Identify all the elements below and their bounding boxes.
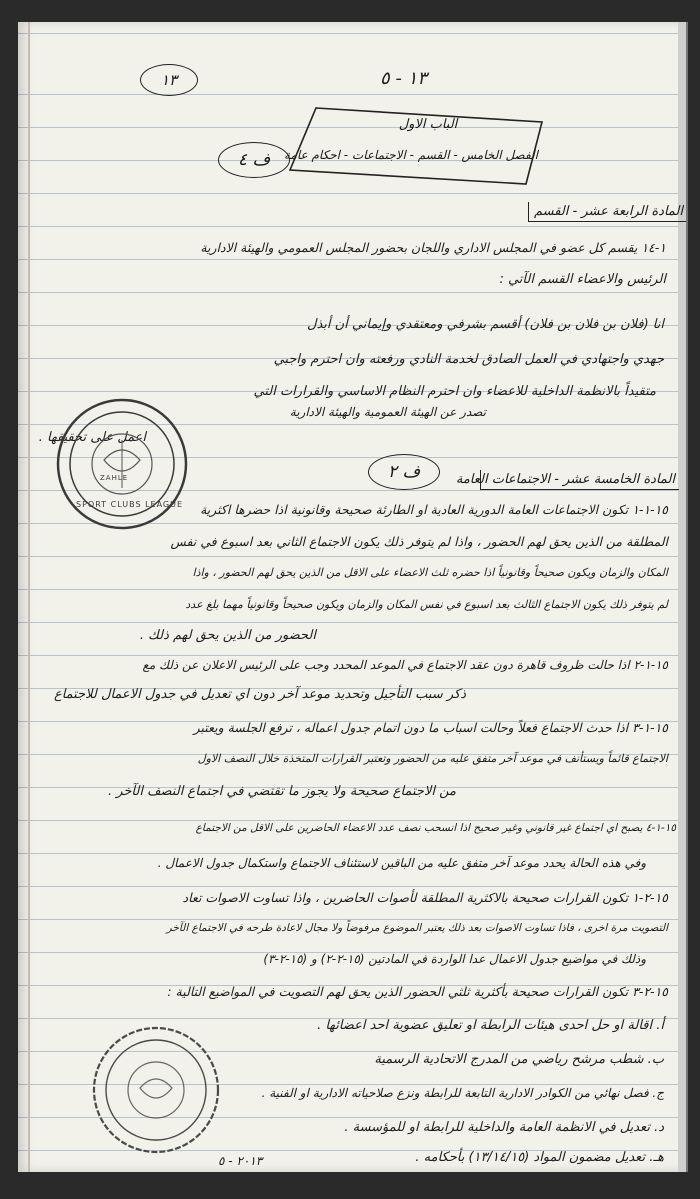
text-line: تصدر عن الهيئة العمومية والهيئة الادارية: [289, 405, 486, 419]
chapter-subtitle: الفصل الخامس - القسم - الاجتماعات - احكام عامة: [284, 148, 538, 162]
stamp-place: ZAHLE: [100, 474, 129, 482]
text-line: الرئيس والاعضاء القسم الآتي :: [499, 272, 666, 287]
text-line: لم يتوفر ذلك يكون الاجتماع الثالث بعد اسبوع في نفس المكان والزمان ويكون صحيحاً وقانونياً مهما بلغ عدد: [185, 598, 668, 611]
text-line: ١٥-٢-٣ تكون القرارات صحيحة بأكثرية ثلثي الحضور الذين يحق لهم التصويت في المواضيع التالية :: [167, 984, 668, 999]
text-line: د. تعديل في الانظمة العامة والداخلية للرابطة او للمؤسسة .: [344, 1120, 664, 1135]
text-line: انا (فلان بن فلان بن فلان) أقسم بشرفي ومعتقدي وإيماني أن أبذل: [307, 317, 664, 332]
text-line: أ. اقالة او حل احدى هيئات الرابطة او تعليق عضوية احد اعضائها .: [317, 1018, 664, 1033]
text-line: الاجتماع قائماً ويستأنف في موعد آخر متفق عليه من الحضور وتعتبر القرارات المتخذة خلال النصف الاول: [197, 752, 668, 765]
text-line: الحضور من الذين يحق لهم ذلك .: [139, 628, 316, 643]
chapter-title: الباب الاول: [398, 117, 458, 132]
text-line: ذكر سبب التأجيل وتحديد موعد آخر دون اي تعديل في جدول الاعمال للاجتماع: [53, 687, 466, 702]
margin-line: [28, 22, 30, 1172]
text-line: وذلك في مواضيع جدول الاعمال عدا الواردة في المادتين (١٥-٢-٢) و (١٥-٢-٣): [263, 952, 646, 966]
text-line: متقيداً بالانظمة الداخلية للاعضاء وان احترم النظام الاساسي والقرارات التي: [253, 384, 656, 399]
page-number-center: ١٣ - ٥: [380, 68, 427, 89]
text-line: ١٥-١-١ تكون الاجتماعات العامة الدورية العادية او الطارئة صحيحة وقانونية اذا حضرها اكثرية: [200, 502, 668, 517]
official-stamp-bottom: [86, 1020, 226, 1160]
text-line: ج. فصل نهائي من الكوادر الادارية التابعة للرابطة ونزع صلاحياته الادارية او الفنية .: [261, 1086, 664, 1100]
text-line: ١٥-١-٢ اذا حالت ظروف قاهرة دون عقد الاجتماع في الموعد المحدد وجب على الرئيس الاعلان عن ذلك مع: [142, 658, 668, 672]
text-line: وفي هذه الحالة يحدد موعد آخر متفق عليه من الباقين لاستئناف الاجتماع واستكمال جدول الاعمال .: [157, 856, 646, 870]
text-line: التصويت مرة اخرى ، فاذا تساوت الاصوات بعد ذلك يعتبر الموضوع مرفوضاً ولا مجال لاعادة طرحه في الاجتماع الآخر: [166, 922, 668, 934]
text-line: ١٥-١-٤ يصبح اي اجتماع غير قانوني وغير صحيح اذا انسحب نصف عدد الاعضاء الحاضرين على الاقل من الاجتماع: [195, 822, 676, 834]
text-line: ١٥-٢-١ تكون القرارات صحيحة بالاكثرية المطلقة لأصوات الحاضرين ، واذا تساوت الاصوات تعاد: [182, 890, 668, 905]
text-line: ب. شطب مرشح رياضي من المدرج الاتحادية الرسمية: [374, 1052, 664, 1067]
text-line: ١-١٤ يقسم كل عضو في المجلس الاداري واللجان بحضور المجلس العمومي والهيئة الادارية: [200, 240, 666, 255]
document-page: [18, 22, 688, 1172]
text-line: جهدي واجتهادي في العمل الصادق لخدمة النادي ورفعته وان احترم واجبي: [273, 352, 664, 367]
official-stamp-top: [52, 394, 192, 534]
text-line: المطلقة من الذين يحق لهم الحضور ، واذا لم يتوفر ذلك يكون الاجتماع الثاني بعد اسبوع في نفس: [170, 534, 668, 549]
text-line: المكان والزمان ويكون صحيحاً وقانونياً اذا حضره ثلث الاعضاء على الاقل من الذين يحق لهم الحضور ، واذا: [192, 566, 668, 579]
section-marker-oval: ف ٤: [218, 142, 290, 178]
text-line: اعمل على تحقيقها .: [38, 430, 146, 445]
section-heading: المادة الخامسة عشر - الاجتماعات العامة: [480, 470, 679, 490]
page-edge: [678, 22, 686, 1172]
page-number-left: ١٣: [140, 64, 198, 96]
stamp-text: SPORT CLUBS LEAGUE: [76, 500, 184, 509]
text-line: هـ. تعديل مضمون المواد (١٣/١٤/١٥) بأحكامه .: [415, 1150, 664, 1165]
section-heading: المادة الرابعة عشر - القسم: [528, 202, 687, 222]
signature-date: ٢٠١٣ - ٥: [218, 1154, 263, 1168]
text-line: من الاجتماع صحيحة ولا يجوز ما تقتضي في اجتماع النصف الآخر .: [107, 784, 456, 799]
section-marker-oval: ف ٢: [368, 454, 440, 490]
text-line: ١٥-١-٣ اذا حدث الاجتماع فعلاً وحالت اسباب ما دون اتمام جدول اعماله ، ترفع الجلسة ويعتبر: [193, 720, 668, 735]
